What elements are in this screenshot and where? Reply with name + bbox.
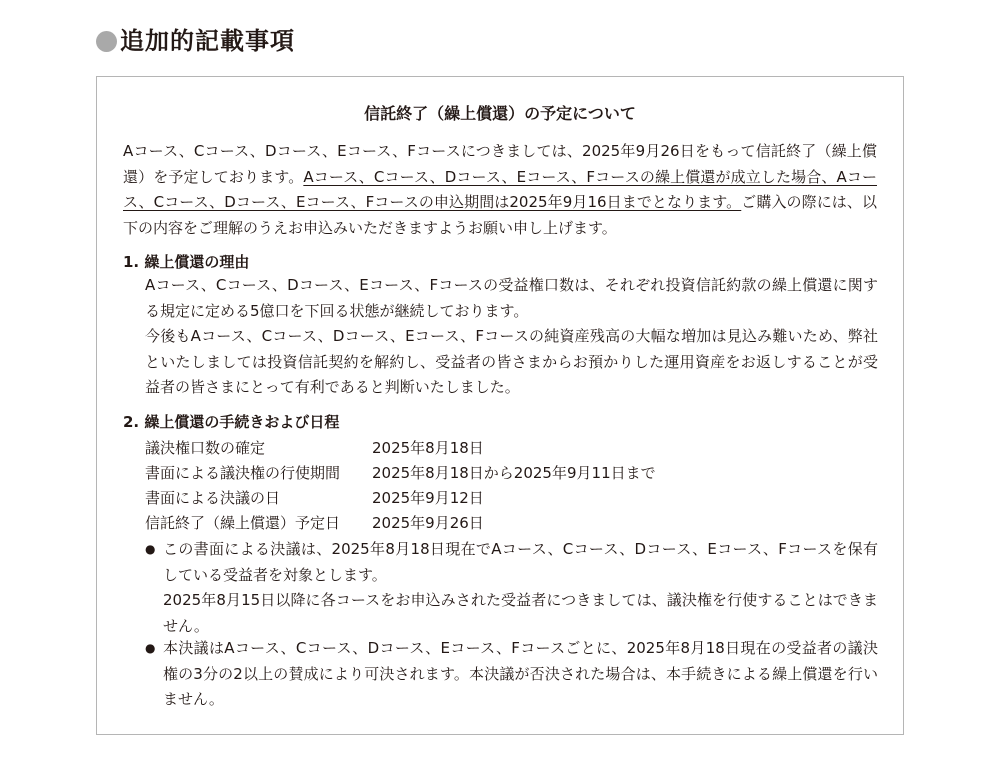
schedule-value: 2025年8月18日から2025年9月11日まで <box>372 464 656 482</box>
section-title-text: 追加的記載事項 <box>120 27 295 55</box>
notice-intro <box>123 139 877 241</box>
schedule-row <box>145 487 484 509</box>
notice-title: 信託終了（繰上償還）の予定について <box>364 104 636 123</box>
schedule-label: 議決権口数の確定 <box>145 439 266 457</box>
notice-intro-underlined: Aコース、Cコース、Dコース、Eコース、Fコースの繰上償還が成立した場合、Aコース、Cコース、Dコース、Eコース、Fコースの申込期間は2025年9月16日までとなります。 <box>123 167 877 211</box>
schedule-label: 書面による議決権の行使期間 <box>145 464 341 482</box>
schedule-value: 2025年9月26日 <box>372 514 484 532</box>
bullet-item <box>145 537 878 639</box>
notice-intro-plain: Aコース、Cコース、Dコース、Eコース、Fコースにつきましては、2025年9月26日をもって信託終了（繰上償還）を予定しております。 <box>123 142 877 186</box>
reason-paragraph-1: Aコース、Cコース、Dコース、Eコース、Fコースの受益権口数は、それぞれ投資信託約款の繰上償還に関する規定に定める5億口を下回る状態が継続しております。 <box>145 276 878 320</box>
schedule-value: 2025年9月12日 <box>372 489 484 507</box>
bullet-dot-icon: ● <box>145 542 156 556</box>
procedure-heading: 2. 繰上償還の手続きおよび日程 <box>123 413 340 431</box>
schedule-label: 信託終了（繰上償還）予定日 <box>145 514 341 532</box>
bullet-text: この書面による決議は、2025年8月18日現在でAコース、Cコース、Dコース、Eコース、Fコースを保有している受益者を対象とします。 <box>163 540 878 584</box>
reason-paragraph-2: 今後もAコース、Cコース、Dコース、Eコース、Fコースの純資産残高の大幅な増加は見込み難いため、弊社といたしましては投資信託契約を解約し、受益者の皆さまからお預かりした運用資産をお返しすることが受益者の皆さまにとって有利であると判断いたしました。 <box>145 327 878 396</box>
reason-heading: 1. 繰上償還の理由 <box>123 253 250 271</box>
bullet-item <box>145 636 878 713</box>
section-title <box>96 24 295 58</box>
bullet-text-continued: 2025年8月15日以降に各コースをお申込みされた受益者につきましては、議決権を行使することはできません。 <box>163 591 878 635</box>
schedule-row <box>145 512 484 534</box>
schedule-label: 書面による決議の日 <box>145 489 281 507</box>
schedule-row <box>145 437 484 459</box>
schedule-row <box>145 462 656 484</box>
bullet-text: 本決議はAコース、Cコース、Dコース、Eコース、Fコースごとに、2025年8月18日現在の受益者の議決権の3分の2以上の賛成により可決されます。本決議が否決された場合は、本手続きによる繰上償還を行いません。 <box>163 639 878 708</box>
schedule-value: 2025年8月18日 <box>372 439 484 457</box>
notice-intro-tail: ご購入の際には、以下の内容をご理解のうえお申込みいただきますようお願い申し上げます。 <box>123 193 877 237</box>
circle-bullet-icon <box>96 31 117 52</box>
bullet-dot-icon: ● <box>145 641 156 655</box>
